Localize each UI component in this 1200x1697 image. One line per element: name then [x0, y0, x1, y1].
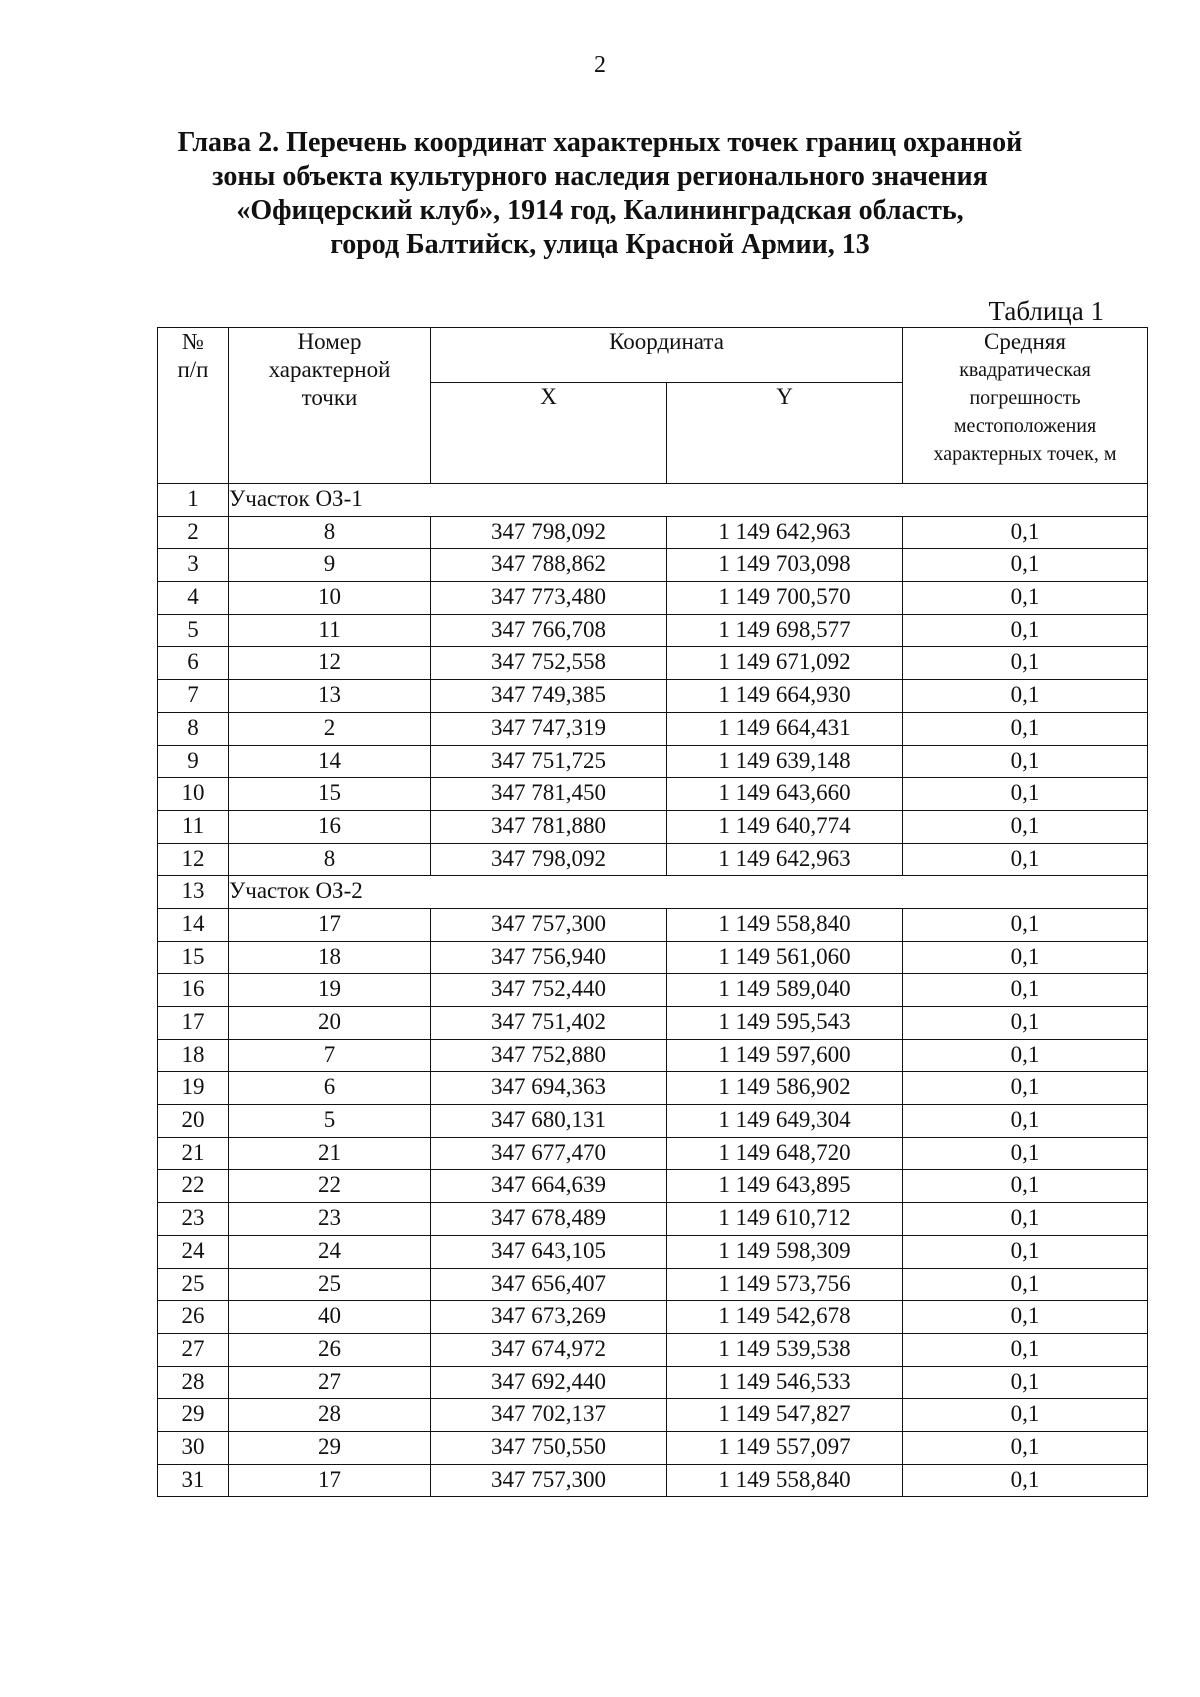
- table-row: [158, 1039, 1148, 1072]
- table-row: [158, 1399, 1148, 1432]
- table-row: [158, 941, 1148, 974]
- row-number-cell: 9: [158, 745, 229, 778]
- point-number-cell: 11: [229, 614, 431, 647]
- x-coordinate-cell: 347 664,639: [431, 1170, 667, 1203]
- error-cell: 0,1: [903, 941, 1148, 974]
- error-cell: 0,1: [903, 778, 1148, 811]
- title-line: Глава 2. Перечень координат характерных точек границ охранной: [177, 127, 1023, 158]
- table-row: [158, 614, 1148, 647]
- x-coordinate-cell: 347 788,862: [431, 549, 667, 582]
- error-cell: 0,1: [903, 1366, 1148, 1399]
- section-row: [158, 876, 1148, 909]
- x-coordinate-cell: 347 751,725: [431, 745, 667, 778]
- error-cell: 0,1: [903, 1007, 1148, 1040]
- row-number-cell: 30: [158, 1431, 229, 1464]
- error-cell: 0,1: [903, 810, 1148, 843]
- x-coordinate-cell: 347 674,972: [431, 1333, 667, 1366]
- table-row: [158, 1072, 1148, 1105]
- row-number-cell: 13: [158, 876, 229, 909]
- row-number-cell: 31: [158, 1464, 229, 1497]
- error-cell: 0,1: [903, 647, 1148, 680]
- title-line: «Офицерский клуб», 1914 год, Калининградская область,: [236, 195, 964, 226]
- error-cell: 0,1: [903, 1235, 1148, 1268]
- error-cell: 0,1: [903, 1105, 1148, 1138]
- x-coordinate-cell: 347 702,137: [431, 1399, 667, 1432]
- x-coordinate-cell: 347 756,940: [431, 941, 667, 974]
- row-number-cell: 8: [158, 712, 229, 745]
- y-coordinate-cell: 1 149 561,060: [667, 941, 903, 974]
- table-row: [158, 1137, 1148, 1170]
- error-cell: 0,1: [903, 745, 1148, 778]
- table-row: [158, 1007, 1148, 1040]
- header-x: X: [431, 383, 667, 484]
- y-coordinate-cell: 1 149 589,040: [667, 974, 903, 1007]
- table-row: [158, 745, 1148, 778]
- y-coordinate-cell: 1 149 539,538: [667, 1333, 903, 1366]
- x-coordinate-cell: 347 673,269: [431, 1301, 667, 1334]
- error-cell: 0,1: [903, 680, 1148, 713]
- y-coordinate-cell: 1 149 671,092: [667, 647, 903, 680]
- x-coordinate-cell: 347 643,105: [431, 1235, 667, 1268]
- row-number-cell: 18: [158, 1039, 229, 1072]
- row-number-cell: 24: [158, 1235, 229, 1268]
- y-coordinate-cell: 1 149 649,304: [667, 1105, 903, 1138]
- x-coordinate-cell: 347 781,880: [431, 810, 667, 843]
- y-coordinate-cell: 1 149 610,712: [667, 1203, 903, 1236]
- error-cell: 0,1: [903, 1039, 1148, 1072]
- row-number-cell: 11: [158, 810, 229, 843]
- error-cell: 0,1: [903, 1301, 1148, 1334]
- y-coordinate-cell: 1 149 558,840: [667, 908, 903, 941]
- table-row: [158, 1170, 1148, 1203]
- table-body: [158, 484, 1148, 1497]
- error-cell: 0,1: [903, 1268, 1148, 1301]
- row-number-cell: 14: [158, 908, 229, 941]
- section-row: [158, 484, 1148, 517]
- point-number-cell: 6: [229, 1072, 431, 1105]
- x-coordinate-cell: 347 752,880: [431, 1039, 667, 1072]
- point-number-cell: 15: [229, 778, 431, 811]
- point-number-cell: 27: [229, 1366, 431, 1399]
- x-coordinate-cell: 347 751,402: [431, 1007, 667, 1040]
- coordinates-table: [157, 327, 1148, 1497]
- row-number-cell: 19: [158, 1072, 229, 1105]
- error-cell: 0,1: [903, 1203, 1148, 1236]
- row-number-cell: 23: [158, 1203, 229, 1236]
- section-cell: Участок ОЗ-1: [229, 484, 1148, 517]
- table-row: [158, 778, 1148, 811]
- row-number-cell: 12: [158, 843, 229, 876]
- row-number-cell: 21: [158, 1137, 229, 1170]
- x-coordinate-cell: 347 680,131: [431, 1105, 667, 1138]
- y-coordinate-cell: 1 149 558,840: [667, 1464, 903, 1497]
- table-caption: Таблица 1: [988, 296, 1104, 326]
- table-row: [158, 582, 1148, 615]
- x-coordinate-cell: 347 757,300: [431, 908, 667, 941]
- error-cell: 0,1: [903, 974, 1148, 1007]
- row-number-cell: 7: [158, 680, 229, 713]
- point-number-cell: 5: [229, 1105, 431, 1138]
- y-coordinate-cell: 1 149 648,720: [667, 1137, 903, 1170]
- table-row: [158, 843, 1148, 876]
- row-number-cell: 10: [158, 778, 229, 811]
- point-number-cell: 23: [229, 1203, 431, 1236]
- y-coordinate-cell: 1 149 640,774: [667, 810, 903, 843]
- title-line: зоны объекта культурного наследия регионального значения: [212, 161, 988, 192]
- y-coordinate-cell: 1 149 643,660: [667, 778, 903, 811]
- table-row: [158, 1235, 1148, 1268]
- table-row: [158, 1268, 1148, 1301]
- x-coordinate-cell: 347 692,440: [431, 1366, 667, 1399]
- point-number-cell: 13: [229, 680, 431, 713]
- x-coordinate-cell: 347 677,470: [431, 1137, 667, 1170]
- y-coordinate-cell: 1 149 700,570: [667, 582, 903, 615]
- table-row: [158, 680, 1148, 713]
- table-row: [158, 810, 1148, 843]
- x-coordinate-cell: 347 798,092: [431, 516, 667, 549]
- header-coordinate: Координата: [431, 328, 903, 383]
- x-coordinate-cell: 347 749,385: [431, 680, 667, 713]
- y-coordinate-cell: 1 149 595,543: [667, 1007, 903, 1040]
- title-line: город Балтийск, улица Красной Армии, 13: [330, 229, 870, 260]
- point-number-cell: 16: [229, 810, 431, 843]
- table-row: [158, 1105, 1148, 1138]
- y-coordinate-cell: 1 149 547,827: [667, 1399, 903, 1432]
- x-coordinate-cell: 347 747,319: [431, 712, 667, 745]
- table-row: [158, 1333, 1148, 1366]
- x-coordinate-cell: 347 757,300: [431, 1464, 667, 1497]
- error-cell: 0,1: [903, 1137, 1148, 1170]
- x-coordinate-cell: 347 773,480: [431, 582, 667, 615]
- row-number-cell: 4: [158, 582, 229, 615]
- y-coordinate-cell: 1 149 643,895: [667, 1170, 903, 1203]
- point-number-cell: 40: [229, 1301, 431, 1334]
- row-number-cell: 1: [158, 484, 229, 517]
- point-number-cell: 2: [229, 712, 431, 745]
- point-number-cell: 8: [229, 843, 431, 876]
- y-coordinate-cell: 1 149 664,930: [667, 680, 903, 713]
- section-cell: Участок ОЗ-2: [229, 876, 1148, 909]
- table-row: [158, 549, 1148, 582]
- point-number-cell: 7: [229, 1039, 431, 1072]
- y-coordinate-cell: 1 149 573,756: [667, 1268, 903, 1301]
- y-coordinate-cell: 1 149 664,431: [667, 712, 903, 745]
- point-number-cell: 20: [229, 1007, 431, 1040]
- y-coordinate-cell: 1 149 597,600: [667, 1039, 903, 1072]
- error-cell: 0,1: [903, 1072, 1148, 1105]
- y-coordinate-cell: 1 149 598,309: [667, 1235, 903, 1268]
- table-row: [158, 1464, 1148, 1497]
- error-cell: 0,1: [903, 614, 1148, 647]
- row-number-cell: 16: [158, 974, 229, 1007]
- point-number-cell: 14: [229, 745, 431, 778]
- point-number-cell: 17: [229, 908, 431, 941]
- table-row: [158, 1431, 1148, 1464]
- page-number: 2: [594, 52, 606, 78]
- header-y: Y: [667, 383, 903, 484]
- point-number-cell: 19: [229, 974, 431, 1007]
- row-number-cell: 25: [158, 1268, 229, 1301]
- x-coordinate-cell: 347 694,363: [431, 1072, 667, 1105]
- point-number-cell: 28: [229, 1399, 431, 1432]
- row-number-cell: 20: [158, 1105, 229, 1138]
- table-row: [158, 1301, 1148, 1334]
- y-coordinate-cell: 1 149 586,902: [667, 1072, 903, 1105]
- error-cell: 0,1: [903, 1431, 1148, 1464]
- header-error: Средняя квадратическая погрешность местоположения характерных точек, м: [903, 328, 1148, 484]
- y-coordinate-cell: 1 149 542,678: [667, 1301, 903, 1334]
- y-coordinate-cell: 1 149 639,148: [667, 745, 903, 778]
- table-row: [158, 516, 1148, 549]
- x-coordinate-cell: 347 766,708: [431, 614, 667, 647]
- chapter-title: [150, 126, 1050, 262]
- point-number-cell: 21: [229, 1137, 431, 1170]
- table-row: [158, 1366, 1148, 1399]
- point-number-cell: 22: [229, 1170, 431, 1203]
- x-coordinate-cell: 347 750,550: [431, 1431, 667, 1464]
- point-number-cell: 8: [229, 516, 431, 549]
- point-number-cell: 24: [229, 1235, 431, 1268]
- table-row: [158, 974, 1148, 1007]
- x-coordinate-cell: 347 752,558: [431, 647, 667, 680]
- row-number-cell: 6: [158, 647, 229, 680]
- row-number-cell: 26: [158, 1301, 229, 1334]
- table-row: [158, 1203, 1148, 1236]
- y-coordinate-cell: 1 149 703,098: [667, 549, 903, 582]
- error-cell: 0,1: [903, 549, 1148, 582]
- row-number-cell: 29: [158, 1399, 229, 1432]
- row-number-cell: 3: [158, 549, 229, 582]
- point-number-cell: 9: [229, 549, 431, 582]
- header-point-number: Номер характерной точки: [229, 328, 431, 484]
- x-coordinate-cell: 347 781,450: [431, 778, 667, 811]
- point-number-cell: 18: [229, 941, 431, 974]
- table-row: [158, 712, 1148, 745]
- error-cell: 0,1: [903, 843, 1148, 876]
- row-number-cell: 28: [158, 1366, 229, 1399]
- error-cell: 0,1: [903, 1333, 1148, 1366]
- y-coordinate-cell: 1 149 642,963: [667, 516, 903, 549]
- row-number-cell: 5: [158, 614, 229, 647]
- table-row: [158, 647, 1148, 680]
- header-row-number: № п/п: [158, 328, 229, 484]
- error-cell: 0,1: [903, 516, 1148, 549]
- error-cell: 0,1: [903, 1170, 1148, 1203]
- error-cell: 0,1: [903, 1464, 1148, 1497]
- y-coordinate-cell: 1 149 698,577: [667, 614, 903, 647]
- point-number-cell: 10: [229, 582, 431, 615]
- point-number-cell: 12: [229, 647, 431, 680]
- error-cell: 0,1: [903, 1399, 1148, 1432]
- point-number-cell: 26: [229, 1333, 431, 1366]
- error-cell: 0,1: [903, 712, 1148, 745]
- y-coordinate-cell: 1 149 557,097: [667, 1431, 903, 1464]
- error-cell: 0,1: [903, 582, 1148, 615]
- row-number-cell: 15: [158, 941, 229, 974]
- x-coordinate-cell: 347 678,489: [431, 1203, 667, 1236]
- point-number-cell: 25: [229, 1268, 431, 1301]
- x-coordinate-cell: 347 656,407: [431, 1268, 667, 1301]
- row-number-cell: 27: [158, 1333, 229, 1366]
- error-cell: 0,1: [903, 908, 1148, 941]
- point-number-cell: 29: [229, 1431, 431, 1464]
- row-number-cell: 17: [158, 1007, 229, 1040]
- row-number-cell: 22: [158, 1170, 229, 1203]
- point-number-cell: 17: [229, 1464, 431, 1497]
- x-coordinate-cell: 347 752,440: [431, 974, 667, 1007]
- x-coordinate-cell: 347 798,092: [431, 843, 667, 876]
- row-number-cell: 2: [158, 516, 229, 549]
- y-coordinate-cell: 1 149 546,533: [667, 1366, 903, 1399]
- y-coordinate-cell: 1 149 642,963: [667, 843, 903, 876]
- table-row: [158, 908, 1148, 941]
